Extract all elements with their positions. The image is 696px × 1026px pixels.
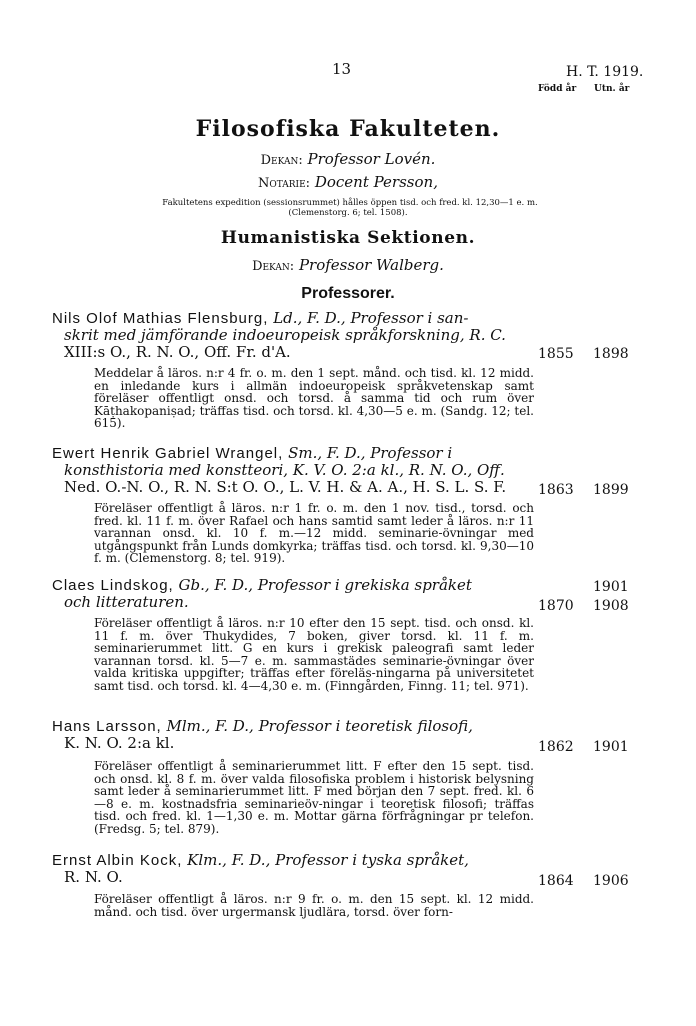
lecture-description: Föreläser offentligt å seminarierummet litt. F efter den 15 sept. tisd. och onsd. kl. 8 f. m. över valda filosofiska problem i historisk belysning samt leder å seminarierummet litt. F med början den 7 sept. fred. kl. 6—8 e. m. kostnadsfria seminarieöv-ningar i teoretisk filosofi; träffas tisd. och fred. kl. 1—1,30 e. m. Mottar gärna förfrågningar pr telefon. (Fredsg. 5; tel. 879). [94, 759, 534, 836]
professor-orders: R. N. O. [64, 868, 123, 886]
section-dekan-label: Dekan: [252, 259, 295, 274]
appointed-year: 1906 [593, 873, 629, 889]
professor-orders: Ned. O.-N. O., R. N. S:t O. O., L. V. H. & A. A., H. S. L. S. F. [64, 478, 507, 496]
born-year: 1864 [538, 873, 574, 889]
faculty-title: Filosofiska Fakulteten. [195, 116, 501, 142]
section-dekan-value: Professor Walberg. [298, 256, 444, 274]
col-born-header: Född år [538, 84, 577, 94]
col-appointed-header: Utn. år [594, 84, 630, 94]
appointed-year: 1899 [593, 482, 629, 498]
professor-orders: K. N. O. 2:a kl. [64, 734, 175, 752]
lecture-description: Föreläser offentligt å läros. n:r 10 efter den 15 sept. tisd. och onsd. kl. 11 f. m. över Thukydides, 7 boken, giver torsd. kl. 11 f. m. seminarierummet litt. G en kurs i grekisk paleografi samt leder varannan torsd. kl. 5—7 e. m. sammastädes seminarie-övningar över valda kritiska uppgifter; träffas efter föreläs-ningarna på universitetet samt tisd. och torsd. kl. 4—4,30 e. m. (Finngården, Finng. 11; tel. 971). [94, 616, 534, 693]
lecture-description: Föreläser offentligt å läros. n:r 9 fr. o. m. den 15 sept. kl. 12 midd. månd. och tisd. över urgermansk ljudlära, torsd. över forn- [94, 892, 534, 919]
page-number: 13 [332, 60, 352, 78]
professor-entry [52, 445, 538, 496]
born-year: 1855 [538, 346, 574, 362]
expedition-line-2: (Clemenstorg. 6; tel. 1508). [288, 208, 408, 218]
professor-name: Claes Lindskog, [52, 577, 174, 594]
born-year: 1862 [538, 739, 574, 755]
notarie-value: Docent Persson, [314, 173, 438, 191]
professor-entry [52, 577, 538, 611]
lecture-description: Föreläser offentligt å läros. n:r 1 fr. o. m. den 1 nov. tisd., torsd. och fred. kl. 11 f. m. över Rafael och hans samtid samt leder å läros. n:r 11 varannan onsd. kl. 10 f. m.—12 midd. seminarie-övningar med utgångspunkt från Lunds domkyrka; träffas tisd. och torsd. kl. 9,30—10 f. m. (Clemenstorg. 8; tel. 919). [94, 501, 534, 565]
section-title: Humanistiska Sektionen. [220, 228, 476, 248]
faculty-dekan [0, 150, 696, 168]
professor-entry [52, 852, 538, 886]
appointed-year-original: 1901 [593, 579, 629, 595]
expedition-line-1: Fakultetens expedition (sessionsrummet) hålles öppen tisd. och fred. kl. 12,30—1 e. m. [162, 198, 538, 208]
professor-name: Ernst Albin Kock, [52, 852, 183, 869]
faculty-notarie [0, 173, 696, 191]
dekan-value: Professor Lovén. [307, 150, 436, 168]
professor-name: Ewert Henrik Gabriel Wrangel, [52, 445, 284, 462]
professor-title: Ld., F. D., Professor i san- [273, 309, 469, 327]
section-dekan [0, 256, 696, 274]
professor-name: Nils Olof Mathias Flensburg, [52, 310, 269, 327]
professor-title-cont: och litteraturen. [64, 593, 189, 611]
professor-title: Sm., F. D., Professor i [288, 444, 453, 462]
professor-title: Mlm., F. D., Professor i teoretisk filosofi, [166, 717, 473, 735]
professor-entry [52, 310, 538, 361]
professor-title: Klm., F. D., Professor i tyska språket, [187, 851, 469, 869]
appointed-year: 1908 [593, 598, 629, 614]
appointed-year: 1901 [593, 739, 629, 755]
dekan-label: Dekan: [260, 153, 303, 168]
lecture-description: Meddelar å läros. n:r 4 fr. o. m. den 1 sept. månd. och tisd. kl. 12 midd. en inledande kurs i allmän indoeuropeisk språkvetenskap samt föreläser offentligt onsd. och torsd. å samma tid och rum över Kāṭhakopaniṣad; träffas tisd. och torsd. kl. 4,30—5 e. m. (Sandg. 12; tel. 615). [94, 366, 534, 430]
professor-title: Gb., F. D., Professor i grekiska språket [178, 576, 472, 594]
born-year: 1870 [538, 598, 574, 614]
professor-orders: XIII:s O., R. N. O., Off. Fr. d'A. [64, 343, 291, 361]
professor-title-cont: skrit med jämförande indoeuropeisk språkforskning, R. C. [64, 326, 506, 344]
professors-heading: Professorer. [301, 285, 395, 302]
professor-name: Hans Larsson, [52, 718, 162, 735]
term-label: H. T. 1919. [566, 64, 644, 80]
born-year: 1863 [538, 482, 574, 498]
professor-title-cont: konsthistoria med konstteori, K. V. O. 2:a kl., R. N. O., Off. [64, 461, 505, 479]
appointed-year: 1898 [593, 346, 629, 362]
professor-entry [52, 718, 538, 752]
notarie-label: Notarie: [258, 176, 311, 191]
